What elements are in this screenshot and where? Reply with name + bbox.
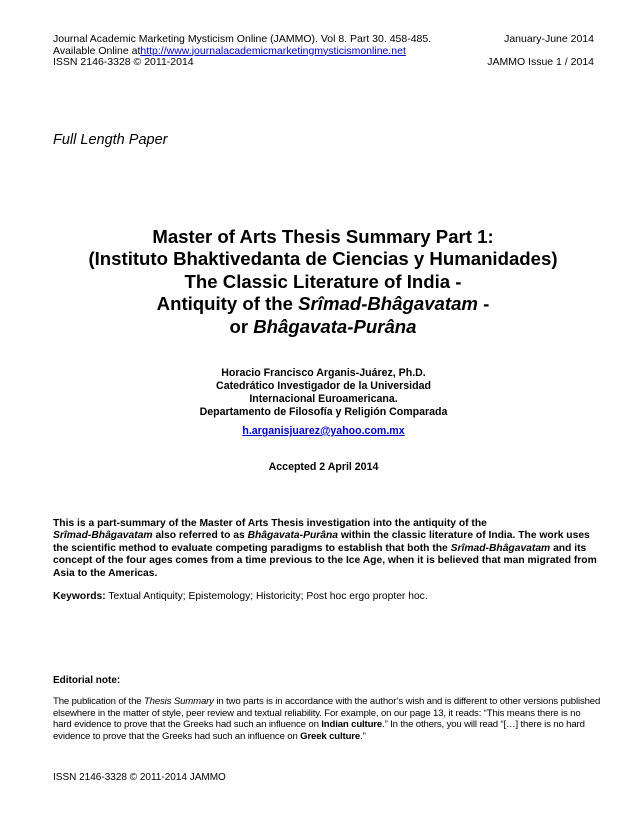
journal-citation: Journal Academic Marketing Mysticism Online (JAMMO). Vol 8. Part 30. 458-485. xyxy=(53,33,432,45)
header-issn: ISSN 2146-3328 © 2011-2014 xyxy=(53,56,194,68)
paper-type: Full Length Paper xyxy=(53,132,168,148)
keywords xyxy=(53,591,599,602)
author-department: Departamento de Filosofía y Religión Comparada xyxy=(199,406,448,418)
editorial-note-heading: Editorial note: xyxy=(53,675,121,686)
author-name: Horacio Francisco Arganis-Juárez, Ph.D. xyxy=(221,367,426,379)
title-line-2: (Instituto Bhaktivedanta de Ciencias y Humanidades) xyxy=(88,248,558,270)
title-line-5: or Bhâgavata-Purâna xyxy=(229,315,417,337)
header-issue: JAMMO Issue 1 / 2014 xyxy=(487,56,594,68)
abstract: This is a part-summary of the Master of Arts Thesis investigation into the antiquity of the Srîmad-Bhâgavatam also referred to as Bhâgavata-Purâna within the classic literature of India. The work uses the scientific method to evaluate competing paradigms to establish that both the Srîmad-Bhâgavatam and its concept of the four ages comes from a time previous to the Ice Age, when it is believed that man migrated from Asia to the Americas. xyxy=(53,518,597,579)
keywords-text: Textual Antiquity; Epistemology; Historicity; Post hoc ergo propter hoc. xyxy=(105,591,428,602)
page-footer: ISSN 2146-3328 © 2011-2014 JAMMO xyxy=(53,772,226,783)
title-line-1: Master of Arts Thesis Summary Part 1: xyxy=(152,226,494,247)
available-online-label: Available Online at xyxy=(53,44,141,57)
editorial-note-text: The publication of the Thesis Summary in two parts is in accordance with the author’s wish and is different to other versions published elsewhere in the matter of style, peer review and textual reliability. For example, on our page 13, it reads: “This means there is no hard evidence to prove that the Greeks had such an influence on Indian culture.” In the others, you will read “[…] there is no hard evidence to prove that the Greeks had such an influence on Greek culture.” xyxy=(53,696,601,742)
paper-title xyxy=(40,226,606,338)
accepted-date: Accepted 2 April 2014 xyxy=(268,461,379,473)
title-line-3: The Classic Literature of India - xyxy=(184,270,462,292)
author-email-row xyxy=(53,425,594,437)
journal-url-link[interactable]: http://www.journalacademicmarketingmysticismonline.net xyxy=(140,44,406,57)
issue-date-range: January-June 2014 xyxy=(504,33,594,45)
author-email-link[interactable]: h.arganisjuarez@yahoo.com.mx xyxy=(242,425,405,437)
author-block xyxy=(53,367,594,419)
title-line-4: Antiquity of the Srîmad-Bhâgavatam - xyxy=(156,293,490,315)
author-position-2: Internacional Euroamericana. xyxy=(249,393,398,405)
running-header xyxy=(53,34,594,69)
keywords-label: Keywords: xyxy=(53,591,106,602)
author-position-1: Catedrático Investigador de la Universidad xyxy=(216,380,431,392)
